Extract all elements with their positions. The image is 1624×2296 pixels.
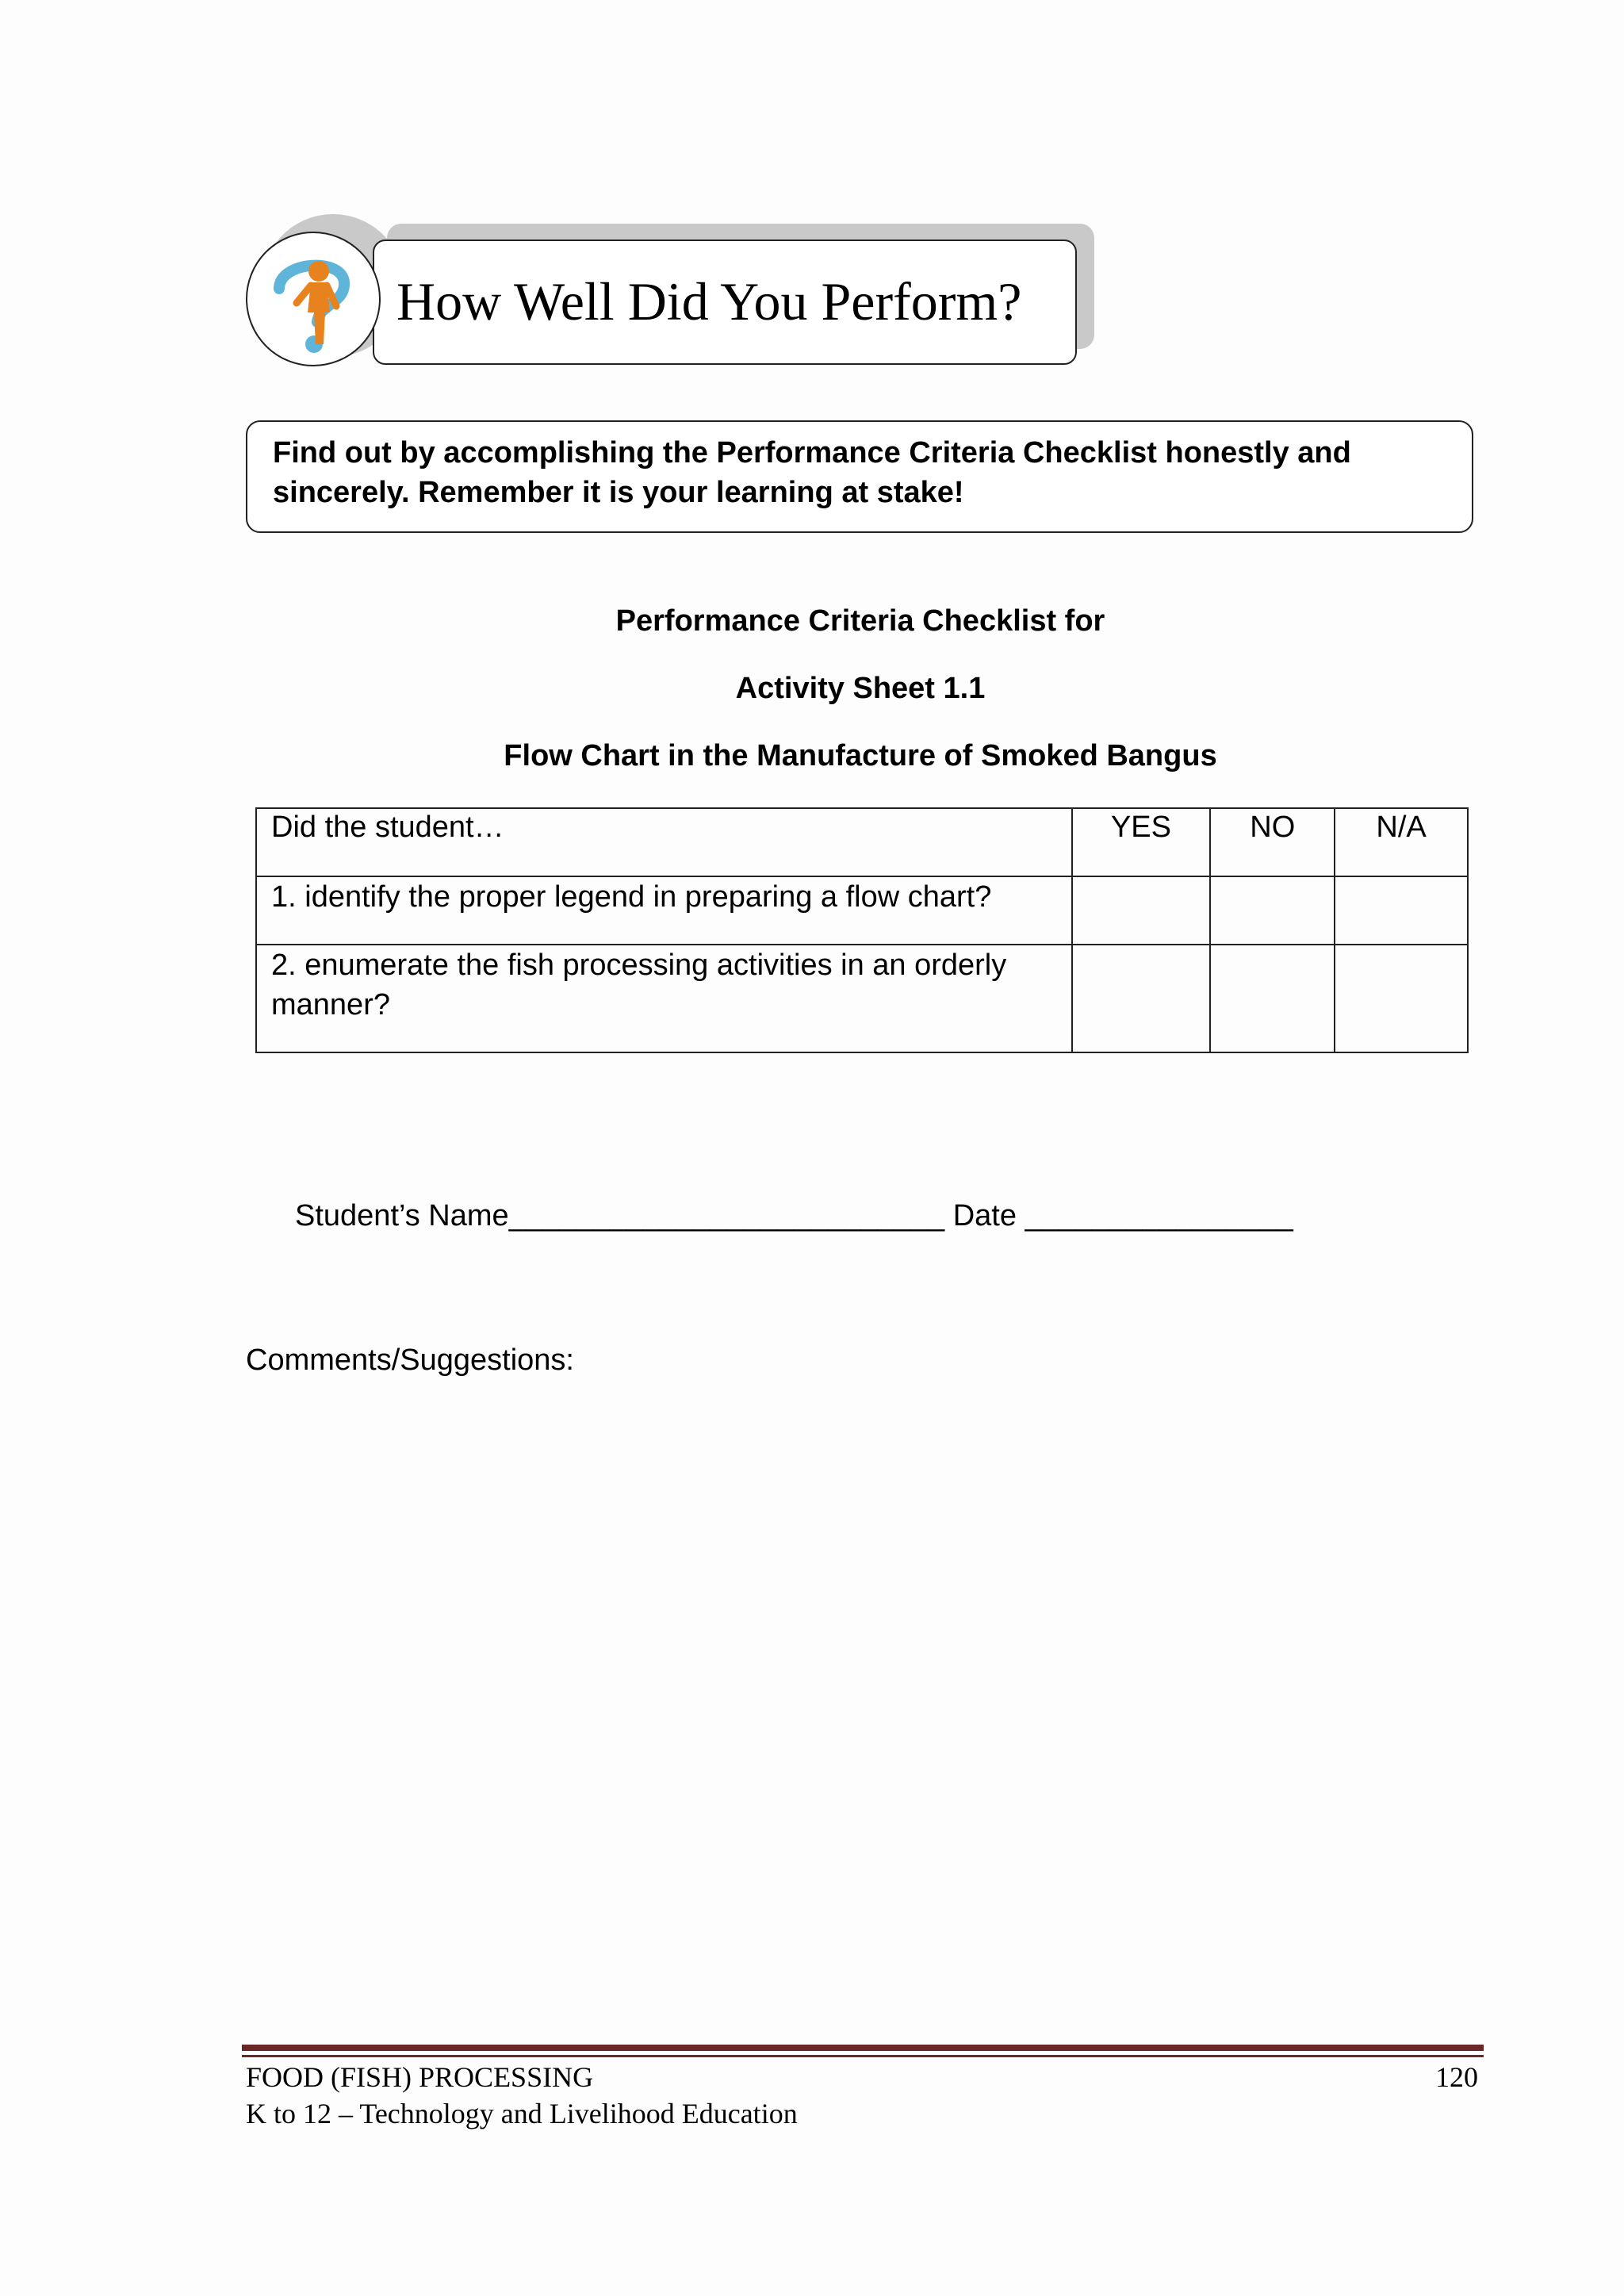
page-number: 120 [1435, 2061, 1478, 2093]
table-row [256, 945, 1468, 1052]
column-header-question: Did the student… [256, 808, 1072, 876]
student-name-label: Student’s Name [295, 1199, 509, 1232]
table-row [256, 876, 1468, 945]
column-header-na: N/A [1335, 808, 1468, 876]
date-field[interactable]: ________________ [1025, 1199, 1293, 1232]
checklist-title: Performance Criteria Checklist for [615, 604, 1105, 638]
table-header-row [256, 808, 1468, 876]
instructions-lead: Find out [273, 436, 392, 470]
flow-chart-title: Flow Chart in the Manufacture of Smoked Bangus [504, 739, 1217, 772]
footer-text [246, 2059, 798, 2132]
date-label: Date [952, 1199, 1017, 1232]
footer-course: K to 12 – Technology and Livelihood Education [246, 2098, 798, 2129]
footer-subject: FOOD (FISH) PROCESSING [246, 2061, 594, 2093]
na-checkbox-cell[interactable] [1335, 876, 1468, 945]
question-mark-person-icon [246, 232, 381, 366]
footer-rule [242, 2045, 1484, 2051]
column-header-no: NO [1210, 808, 1335, 876]
no-checkbox-cell[interactable] [1210, 876, 1335, 945]
column-header-yes: YES [1072, 808, 1211, 876]
criterion-text: 1. identify the proper legend in preparing a flow chart? [256, 876, 1072, 945]
yes-checkbox-cell[interactable] [1072, 945, 1211, 1052]
yes-checkbox-cell[interactable] [1072, 876, 1211, 945]
criterion-text: 2. enumerate the fish processing activities in an orderly manner? [256, 945, 1072, 1052]
instructions-rest: by accomplishing the Performance Criteria Checklist honestly and sincerely. Remember it is your learning at stake! [273, 436, 1360, 509]
name-date-fields [295, 1196, 1293, 1236]
activity-sheet-title: Activity Sheet 1.1 [735, 672, 986, 705]
performance-checklist-table [255, 807, 1469, 1053]
footer-rule-thin [242, 2055, 1484, 2057]
page-title: How Well Did You Perform? [396, 271, 1022, 332]
na-checkbox-cell[interactable] [1335, 945, 1468, 1052]
student-name-field[interactable]: __________________________ [508, 1199, 945, 1232]
instructions-text [273, 433, 1446, 512]
no-checkbox-cell[interactable] [1210, 945, 1335, 1052]
comments-label: Comments/Suggestions: [246, 1343, 574, 1377]
instructions-box [246, 420, 1473, 533]
